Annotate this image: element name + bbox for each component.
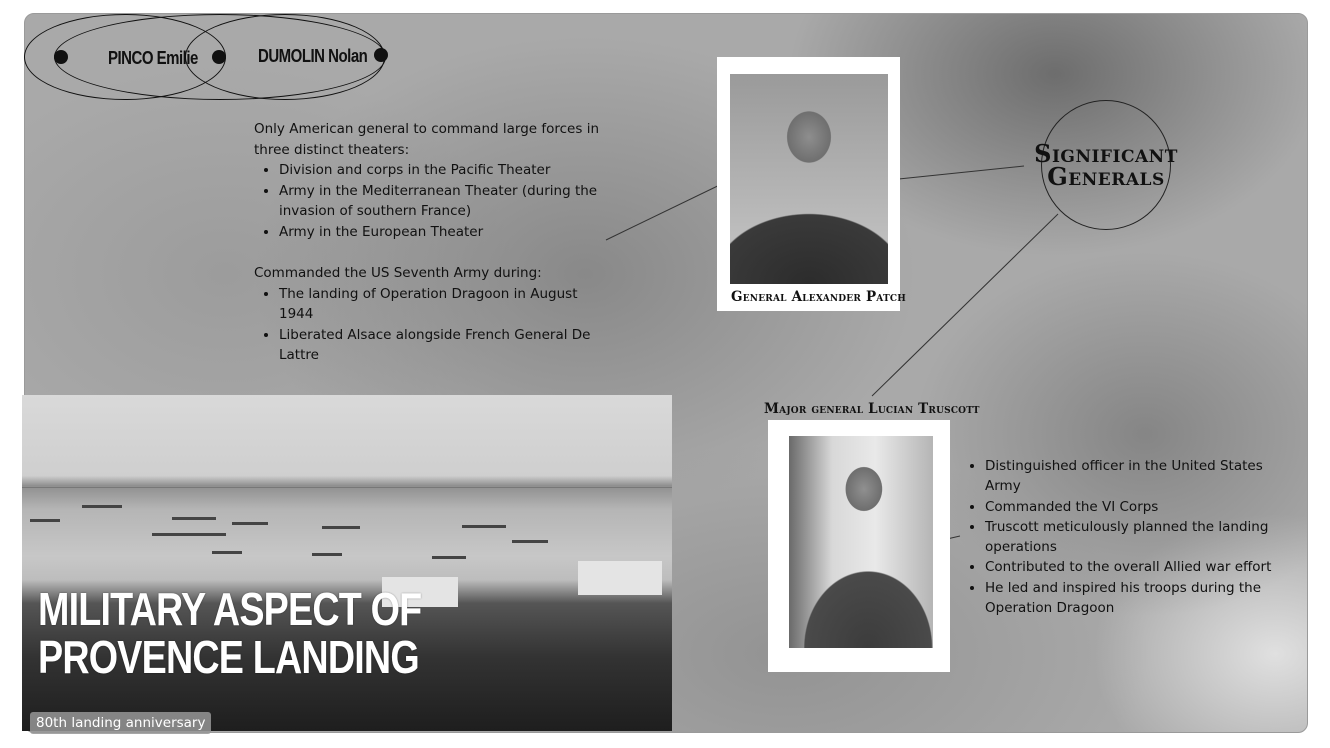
list-item: • Truscott meticulously planned the landing operations bbox=[985, 517, 1282, 558]
harbor-photo-banner bbox=[22, 395, 672, 731]
ship bbox=[462, 525, 506, 528]
ship bbox=[30, 519, 60, 522]
author-dot-right bbox=[374, 48, 388, 62]
connector-patch-hub bbox=[889, 166, 1024, 180]
list-item: • He led and inspired his troops during the Operation Dragoon bbox=[985, 578, 1282, 619]
banner-title-line2: PROVENCE LANDING bbox=[38, 631, 419, 683]
truscott-caption: Major general Lucian Truscott bbox=[764, 401, 980, 417]
patch-caption: General Alexander Patch bbox=[731, 289, 906, 305]
ship bbox=[172, 517, 216, 520]
ship bbox=[152, 533, 226, 536]
villa bbox=[578, 561, 662, 595]
patch-bio bbox=[254, 119, 614, 366]
ship bbox=[232, 522, 268, 525]
banner-title bbox=[38, 585, 421, 681]
author-dot-left bbox=[54, 50, 68, 64]
patch-intro: Only American general to command large forces in three distinct theaters: bbox=[254, 121, 599, 158]
author-name-1: PINCO Emilie bbox=[108, 47, 198, 70]
connector-patch-bio bbox=[606, 180, 730, 240]
list-item: • Distinguished officer in the United States Army bbox=[985, 456, 1282, 497]
significant-generals-hub bbox=[1034, 100, 1178, 230]
list-item: • Army in the Mediterranean Theater (during the invasion of southern France) bbox=[279, 181, 614, 222]
patch-theaters-list bbox=[254, 160, 614, 242]
truscott-points bbox=[972, 456, 1282, 618]
author-dot-mid bbox=[212, 50, 226, 64]
list-item: • Liberated Alsace alongside French General De Lattre bbox=[279, 325, 614, 366]
patch-command-intro: Commanded the US Seventh Army during: bbox=[254, 265, 542, 281]
banner-title-line1: MILITARY ASPECT OF bbox=[38, 583, 422, 635]
anniversary-label: 80th landing anniversary bbox=[30, 712, 211, 734]
ship bbox=[322, 526, 360, 529]
ship bbox=[512, 540, 548, 543]
hub-title-line1: Significant bbox=[1034, 139, 1178, 168]
list-item: • Army in the European Theater bbox=[279, 222, 614, 243]
patch-commands-list bbox=[254, 284, 614, 366]
author-name-2: DUMOLIN Nolan bbox=[258, 45, 368, 68]
ship bbox=[212, 551, 242, 554]
list-item: • Contributed to the overall Allied war effort bbox=[985, 557, 1282, 577]
ship bbox=[82, 505, 122, 508]
list-item: • Commanded the VI Corps bbox=[985, 497, 1282, 517]
ship bbox=[312, 553, 342, 556]
list-item: • Division and corps in the Pacific Theater bbox=[279, 160, 614, 181]
truscott-portrait bbox=[789, 436, 933, 648]
list-item: • The landing of Operation Dragoon in August 1944 bbox=[279, 284, 614, 325]
ship bbox=[432, 556, 466, 559]
hub-title-line2: Generals bbox=[1047, 162, 1165, 191]
patch-portrait bbox=[730, 74, 888, 284]
